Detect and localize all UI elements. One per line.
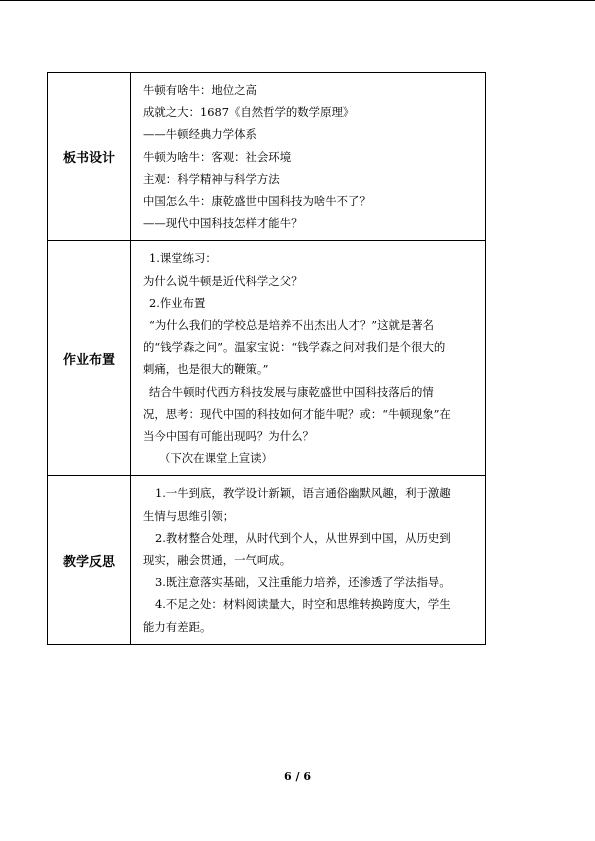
content-line: 刺痛，也是很大的鞭策。” <box>143 362 269 377</box>
content-line: 2.教材整合处理，从时代到个人，从世界到中国，从历史到 <box>155 530 451 545</box>
content-line: 3.既注意落实基础，又注重能力培养，还渗透了学法指导。 <box>155 575 451 590</box>
table-row-board-design <box>48 73 486 241</box>
content-line: 结合牛顿时代西方科技发展与康乾盛世中国科技落后的情 <box>149 384 434 399</box>
content-line: 牛顿为啥牛：客观：社会环境 <box>143 149 292 164</box>
section-content <box>131 241 486 476</box>
content-line: 生情与思维引领； <box>143 508 235 523</box>
content-line: 况，思考：现代中国的科技如何才能牛呢？或：“牛顿现象”在 <box>143 406 451 421</box>
content-line: ——牛顿经典力学体系 <box>143 127 257 142</box>
content-line: 成就之大：1687《自然哲学的数学原理》 <box>143 105 355 120</box>
lesson-plan-table <box>47 72 486 645</box>
content-line: 1.课堂练习： <box>149 251 217 266</box>
page-number: 6 / 6 <box>284 770 311 783</box>
content-line: 1.一牛到底，教学设计新颖，语言通俗幽默风趣，利于激趣 <box>155 486 451 501</box>
content-line: 的“钱学森之问”。温家宝说：“钱学森之问对我们是个很大的 <box>143 340 446 355</box>
section-content <box>131 73 486 241</box>
content-line: 现实，融会贯通，一气呵成。 <box>143 553 292 568</box>
content-line: 2.作业布置 <box>149 295 206 310</box>
content-line: 中国怎么牛：康乾盛世中国科技为啥牛不了？ <box>143 194 371 209</box>
table-row-reflection <box>48 476 486 644</box>
section-content <box>131 476 486 644</box>
content-line: 4.不足之处：材料阅读量大，时空和思维转换跨度大，学生 <box>155 597 451 612</box>
content-line: 为什么说牛顿是近代科学之父？ <box>143 273 303 288</box>
section-label: 教学反思 <box>48 476 131 644</box>
content-line: 牛顿有啥牛：地位之高 <box>143 83 257 97</box>
section-label: 板书设计 <box>48 73 131 241</box>
content-line: “为什么我们的学校总是培养不出杰出人才？”这就是著名 <box>149 318 435 333</box>
content-line: 主观：科学精神与科学方法 <box>143 171 280 186</box>
content-line: 能力有差距。 <box>143 619 212 634</box>
content-line: 当今中国有可能出现吗？为什么？ <box>143 429 314 444</box>
header-rule <box>0 0 595 1</box>
table-row-homework <box>48 241 486 476</box>
content-line: （下次在课堂上宣读） <box>159 451 273 466</box>
content-line: ——现代中国科技怎样才能牛？ <box>143 216 303 231</box>
section-label: 作业布置 <box>48 241 131 476</box>
